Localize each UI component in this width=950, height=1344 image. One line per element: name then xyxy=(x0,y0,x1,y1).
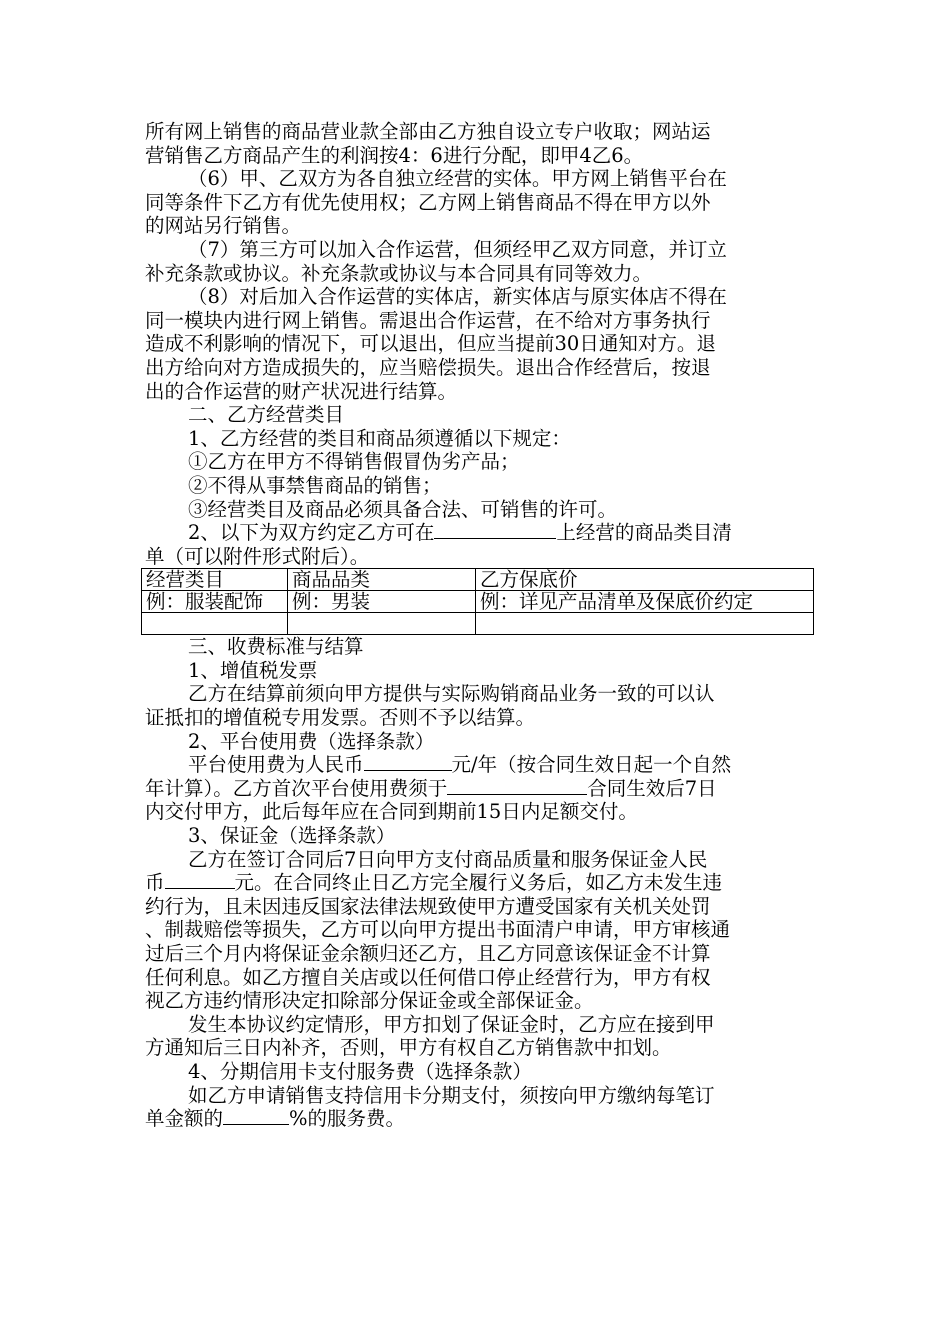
blank-deposit-amount[interactable] xyxy=(165,871,235,889)
paragraph-line: 出方给向对方造成损失的，应当赔偿损失。退出合作经营后，按退 xyxy=(145,355,711,379)
fee-text: 平台使用费为人民币 xyxy=(188,753,364,777)
table-header: 商品品类 xyxy=(288,569,476,591)
section-3-1-title: 1、增值税发票 xyxy=(188,658,318,682)
paragraph-line: ①乙方在甲方不得销售假冒伪劣产品； xyxy=(188,450,520,474)
table-cell xyxy=(142,613,288,635)
paragraph-line: 造成不利影响的情况下，可以退出，但应当提前30日通知对方。退 xyxy=(145,332,716,356)
paragraph-line: 同一模块内进行网上销售。需退出合作运营，在不给对方事务执行 xyxy=(145,308,711,332)
blank-fee-amount[interactable] xyxy=(364,753,452,771)
paragraph-line: 方通知后三日内补齐，否则，甲方有权自乙方销售款中扣划。 xyxy=(145,1036,672,1060)
table-header-row xyxy=(142,569,814,591)
paragraph-line: 4、分期信用卡支付服务费（选择条款） xyxy=(188,1059,532,1083)
paragraph-line: 补充条款或协议。补充条款或协议与本合同具有同等效力。 xyxy=(145,261,653,285)
deposit-text: 币 xyxy=(145,871,165,895)
clause-2-line xyxy=(145,521,810,545)
section-3-2-title: 2、平台使用费（选择条款） xyxy=(188,729,435,753)
blank-service-fee-rate[interactable] xyxy=(223,1107,289,1125)
fee-text: 年计算）。乙方首次平台使用费须于 xyxy=(145,776,448,800)
paragraph-line: 内交付甲方，此后每年应在合同到期前15日内足额交付。 xyxy=(145,800,638,824)
paragraph-line: 乙方在签订合同后7日向甲方支付商品质量和服务保证金人民 xyxy=(188,847,708,871)
fee-text-end: 元/年（按合同生效日起一个自然 xyxy=(451,753,732,777)
clause-2-continuation: 单（可以附件形式附后）。 xyxy=(145,544,370,568)
table-cell: 例：男装 xyxy=(288,591,476,613)
clause-2-text: 2、以下为双方约定乙方可在 xyxy=(188,521,435,545)
deposit-line xyxy=(145,871,810,895)
deposit-clauses xyxy=(145,895,810,1107)
paragraph-line: （7）第三方可以加入合作运营，但须经甲乙双方同意，并订立 xyxy=(188,237,727,261)
paragraph-line: 营销售乙方商品产生的利润按4：6进行分配，即甲4乙6。 xyxy=(145,143,644,167)
category-table xyxy=(141,568,814,635)
paragraph-line: （6）甲、乙双方为各自独立经营的实体。甲方网上销售平台在 xyxy=(188,167,727,191)
paragraph-line: 视乙方违约情形决定扣除部分保证金或全部保证金。 xyxy=(145,989,594,1013)
fee-line xyxy=(145,753,810,777)
table-cell xyxy=(288,613,476,635)
paragraph-line: 如乙方申请销售支持信用卡分期支付，须按向甲方缴纳每笔订 xyxy=(188,1083,715,1107)
service-fee-line xyxy=(145,1107,810,1131)
table-cell xyxy=(476,613,814,635)
paragraph-line: 同等条件下乙方有优先使用权；乙方网上销售商品不得在甲方以外 xyxy=(145,190,711,214)
paragraph-line: ③经营类目及商品必须具备合法、可销售的许可。 xyxy=(188,497,618,521)
deposit-text-end: 元。在合同终止日乙方完全履行义务后，如乙方未发生违 xyxy=(234,871,723,895)
paragraph-line: 的网站另行销售。 xyxy=(145,214,302,238)
fee-text-end: 合同生效后7日 xyxy=(587,776,717,800)
paragraph-line: 二、乙方经营类目 xyxy=(188,403,345,427)
paragraph-line: ②不得从事禁售商品的销售； xyxy=(188,473,442,497)
service-fee-text-end: %的服务费。 xyxy=(289,1107,406,1131)
blank-fee-date[interactable] xyxy=(447,777,587,795)
blank-platform[interactable] xyxy=(434,521,556,539)
table-cell: 例：服装配饰 xyxy=(142,591,288,613)
paragraph-line: 1、乙方经营的类目和商品须遵循以下规定： xyxy=(188,426,571,450)
paragraph-line: （8）对后加入合作运营的实体店，新实体店与原实体店不得在 xyxy=(188,285,727,309)
table-header: 乙方保底价 xyxy=(476,569,814,591)
contract-page xyxy=(145,120,810,1131)
fee-line-2 xyxy=(145,777,810,801)
table-cell: 例：详见产品清单及保底价约定 xyxy=(476,591,814,613)
paragraph-line: 过后三个月内将保证金余额归还乙方，且乙方同意该保证金不计算 xyxy=(145,942,711,965)
table-row xyxy=(142,591,814,613)
paragraph-line: 约行为，且未因违反国家法律法规致使甲方遭受国家有关机关处罚 xyxy=(145,894,711,918)
paragraph-line: 证抵扣的增值税专用发票。否则不予以结算。 xyxy=(145,706,536,730)
paragraph-line: 所有网上销售的商品营业款全部由乙方独自设立专户收取；网站运 xyxy=(145,120,711,143)
table-row xyxy=(142,613,814,635)
clause-2-text-end: 上经营的商品类目清 xyxy=(556,521,732,545)
section-3-3-title: 3、保证金（选择条款） xyxy=(188,824,396,848)
service-fee-text: 单金额的 xyxy=(145,1107,224,1131)
paragraph-line: 乙方在结算前须向甲方提供与实际购销商品业务一致的可以认 xyxy=(188,682,715,706)
contract-clauses-top xyxy=(145,120,810,521)
paragraph-line: 出的合作运营的财产状况进行结算。 xyxy=(145,379,458,403)
table-header: 经营类目 xyxy=(142,569,288,591)
section-3-title: 三、收费标准与结算 xyxy=(188,635,364,659)
paragraph-line: 、制裁赔偿等损失，乙方可以向甲方提出书面清户申请，甲方审核通 xyxy=(145,918,731,942)
paragraph-line: 发生本协议约定情形，甲方扣划了保证金时，乙方应在接到甲 xyxy=(188,1012,715,1036)
paragraph-line: 任何利息。如乙方擅自关店或以任何借口停止经营行为，甲方有权 xyxy=(145,965,711,989)
